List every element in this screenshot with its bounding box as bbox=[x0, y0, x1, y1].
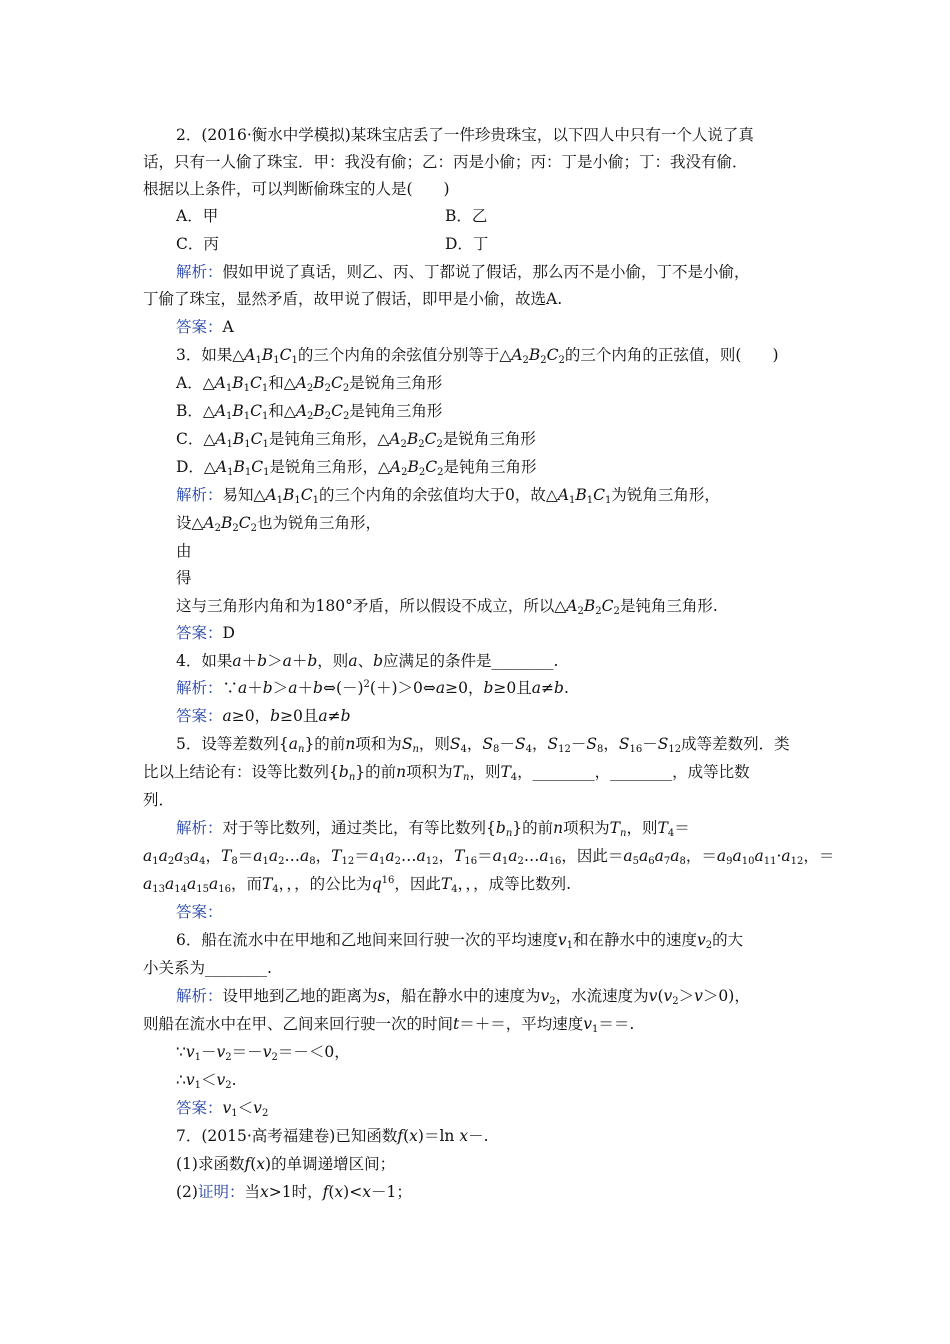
q6-solution-line3: $\because v_1-v_2=-v_2=-<0$， bbox=[176, 1043, 350, 1063]
q3-answer: 答案：D bbox=[176, 624, 235, 642]
q4-stem: 4．如果a＋b＞a＋b，则a、b应满足的条件是________. bbox=[176, 652, 559, 670]
q5-solution-line1: 解析：对于等比数列，通过类比，有等比数列$\{b_n\}$的前n项积为$T_n$，则$T_4=$ bbox=[176, 819, 690, 839]
q6-answer: 答案：$v_1<v_2$ bbox=[176, 1099, 269, 1119]
solution-label: 解析： bbox=[176, 486, 223, 504]
q6-stem-line2: 小关系为________. bbox=[143, 959, 272, 977]
solution-label: 解析： bbox=[176, 263, 223, 281]
q2-solution-line2: 丁偷了珠宝，显然矛盾，故甲说了假话，即甲是小偷，故选A. bbox=[143, 290, 563, 308]
answer-label: 答案： bbox=[176, 903, 223, 921]
q6-solution-line2: 则船在流水中在甲、乙间来回行驶一次的时间t＝＋＝，平均速度$v_1==$. bbox=[143, 1015, 635, 1035]
answer-label: 答案： bbox=[176, 624, 223, 642]
q3-solution-line1: 解析：易知$\triangle A_1B_1C_1$的三个内角的余弦值均大于0，故$\triangle A_1B_1C_1$为锐角三角形， bbox=[176, 486, 720, 506]
q5-answer bbox=[176, 902, 223, 922]
q6-stem-line1: 6．船在流水中在甲地和乙地间来回行驶一次的平均速度$v_1$和在静水中的速度$v_2$的大 bbox=[176, 931, 744, 951]
q6-solution-line4: $\therefore v_1<v_2$. bbox=[176, 1071, 237, 1091]
q7-part2: (2)证明：当x>1时，f(x)<x－1； bbox=[176, 1183, 412, 1201]
q5-stem-line3: 列． bbox=[143, 791, 175, 809]
q3-option-c: C．$\triangle A_1B_1C_1$是钝角三角形，$\triangle A_2B_2C_2$是锐角三角形 bbox=[176, 430, 536, 450]
q7-part1: (1)求函数f(x)的单调递增区间； bbox=[176, 1155, 396, 1173]
solution-label: 解析： bbox=[176, 679, 223, 697]
q5-solution-line3: $a_{13}a_{14}a_{15}a_{16}$，而$T_4$，，，的公比为$q^{16}$，因此$T_4$，，，成等比数列. bbox=[143, 875, 572, 895]
q2-option-a: A．甲 bbox=[176, 207, 219, 225]
q2-option-b: B．乙 bbox=[445, 207, 488, 225]
q3-option-b: B．$\triangle A_1B_1C_1$和$\triangle A_2B_2C_2$是钝角三角形 bbox=[176, 402, 443, 422]
q2-option-d: D．丁 bbox=[445, 235, 489, 253]
q3-option-d: D．$\triangle A_1B_1C_1$是锐角三角形，$\triangle A_2B_2C_2$是钝角三角形 bbox=[176, 458, 537, 478]
solution-label: 解析： bbox=[176, 987, 223, 1005]
q4-solution: 解析：$\because a+b>a+b\Leftrightarrow(-)^2(+)>0\Leftrightarrow a\ge 0$，b≥0且a≠b. bbox=[176, 679, 569, 697]
q3-solution-line3: 由 bbox=[176, 542, 192, 560]
q2-option-c: C．丙 bbox=[176, 235, 219, 253]
q5-stem-line1: 5．设等差数列$\{a_n\}$的前n项和为$S_n$，则$S_4$，$S_8-S_4$，$S_{12}-S_8$，$S_{16}-S_{12}$成等差数列．类 bbox=[176, 735, 790, 755]
q6-solution-line1: 解析：设甲地到乙地的距离为s，船在静水中的速度为$v_2$，水流速度为$v(v_2>v>0)$， bbox=[176, 987, 750, 1007]
q2-answer: 答案：A bbox=[176, 318, 234, 336]
q3-solution-line5: 这与三角形内角和为180°矛盾，所以假设不成立，所以$\triangle A_2B_2C_2$是钝角三角形. bbox=[176, 597, 718, 617]
answer-label: 答案： bbox=[176, 318, 223, 336]
q4-answer: 答案：a≥0，b≥0且a≠b bbox=[176, 707, 351, 725]
q3-solution-line2: 设$\triangle A_2B_2C_2$也为锐角三角形， bbox=[176, 514, 382, 534]
solution-label: 解析： bbox=[176, 819, 223, 837]
q2-stem-line2: 话，只有一人偷了珠宝．甲：我没有偷；乙：丙是小偷；丙：丁是小偷；丁：我没有偷． bbox=[143, 153, 748, 171]
q3-stem: 3．如果$\triangle A_1B_1C_1$的三个内角的余弦值分别等于$\triangle A_2B_2C_2$的三个内角的正弦值，则( ) bbox=[176, 346, 779, 366]
q3-option-a: A．$\triangle A_1B_1C_1$和$\triangle A_2B_2C_2$是锐角三角形 bbox=[176, 374, 443, 394]
q2-stem-line1: 2．(2016·衡水中学模拟)某珠宝店丢了一件珍贵珠宝，以下四人中只有一个人说了真 bbox=[176, 126, 754, 144]
q5-stem-line2: 比以上结论有：设等比数列$\{b_n\}$的前n项积为$T_n$，则$T_4$，________，________，成等比数 bbox=[143, 763, 750, 783]
q2-solution-line1: 解析：假如甲说了真话，则乙、丙、丁都说了假话，那么丙不是小偷，丁不是小偷， bbox=[176, 263, 750, 281]
q7-stem: 7．(2015·高考福建卷)已知函数f(x)＝ln x－. bbox=[176, 1127, 489, 1145]
q2-stem-line3: 根据以上条件，可以判断偷珠宝的人是( ) bbox=[143, 180, 450, 198]
q5-solution-line2: $a_1a_2a_3a_4$，$T_8=a_1a_2\dots a_8$，$T_{12}=a_1a_2\dots a_{12}$，$T_{16}=a_1a_2\dots a_{16}$，因此$=a_5a_6a_7a_8$，$=a_9a_{10}a_{11}\cdot a_{12}$，＝ bbox=[143, 847, 835, 867]
answer-label: 答案： bbox=[176, 707, 223, 725]
proof-label: 证明： bbox=[197, 1183, 245, 1201]
answer-label: 答案： bbox=[176, 1099, 223, 1117]
q3-solution-line4: 得 bbox=[176, 569, 192, 587]
